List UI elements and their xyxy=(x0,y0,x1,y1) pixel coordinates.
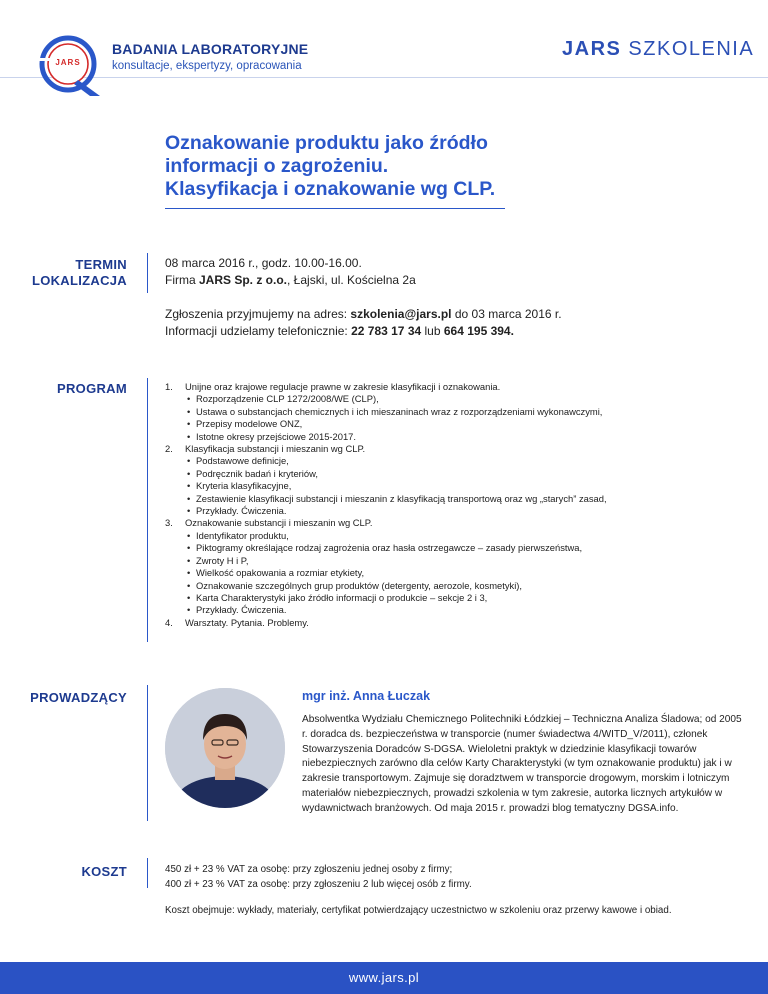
phone-prefix: Informacji udzielamy telefonicznie: xyxy=(165,324,352,338)
cost-details xyxy=(165,862,472,892)
program-subitem-text: Zwroty H i P, xyxy=(196,554,249,566)
termin-label-line2: LOKALIZACJA xyxy=(31,273,127,288)
program-subitem xyxy=(165,493,725,505)
bullet-icon: • xyxy=(187,579,191,591)
program-item xyxy=(165,617,725,629)
program-subitem xyxy=(165,592,725,604)
bullet-icon: • xyxy=(187,480,191,492)
program-subitem-text: Piktogramy określające rodzaj zagrożenia oraz hasła ostrzegawcze – zasady pierwszeństwa, xyxy=(196,542,583,554)
program-label: PROGRAM xyxy=(57,381,127,396)
registration-info xyxy=(165,306,562,340)
program-subitem-text: Identyfikator produktu, xyxy=(196,529,289,541)
brand-subtitle: konsultacje, ekspertyzy, opracowania xyxy=(112,60,302,72)
bullet-icon: • xyxy=(187,554,191,566)
program-subitem-text: Podręcznik badań i kryteriów, xyxy=(196,467,318,479)
bullet-icon: • xyxy=(187,492,191,504)
program-item-text: Klasyfikacja substancji i mieszanin wg CLP. xyxy=(185,443,366,455)
brand-title: BADANIA LABORATORYJNE xyxy=(112,41,309,57)
program-subitem xyxy=(165,542,725,554)
program-subitem-text: Wielkość opakowania a rozmiar etykiety, xyxy=(196,567,365,579)
program-subitem xyxy=(165,604,725,616)
trainer-label: PROWADZĄCY xyxy=(30,690,127,705)
phone-2: 664 195 394. xyxy=(443,324,514,338)
program-subitem-text: Zestawienie klasyfikacji substancji i mieszanin z klasyfikacją transportową oraz wg „starych” zasad, xyxy=(196,492,607,504)
firm-name: JARS Sp. z o.o. xyxy=(199,273,288,287)
reg-deadline: do 03 marca 2016 r. xyxy=(451,307,562,321)
header-divider xyxy=(0,77,768,78)
program-subitem-text: Podstawowe definicje, xyxy=(196,455,289,467)
section-bar xyxy=(147,858,148,888)
logo-text: JARS xyxy=(55,58,81,67)
program-subitem-text: Rozporządzenie CLP 1272/2008/WE (CLP), xyxy=(196,393,379,405)
program-list xyxy=(165,381,725,629)
program-subitem xyxy=(165,418,725,430)
event-location xyxy=(165,272,416,289)
program-subitem xyxy=(165,393,725,405)
phone-mid: lub xyxy=(421,324,444,338)
bullet-icon: • xyxy=(187,455,191,467)
program-subitem-text: Kryteria klasyfikacyjne, xyxy=(196,480,292,492)
trainer-bio: Absolwentka Wydziału Chemicznego Politechniki Łódzkiej – Techniczna Analiza Śladowa; od 2005 r. doradca ds. bezpieczeństwa w transporcie (numer świadectwa 4/WITD_V/2011), członek Stowarzyszenia Doradców S-DGSA. Wieloletni praktyk w dziedzinie klasyfikacji towarów niebezpiecznych zarówno dla celów Karty Charakterystyki (w tym oznakowanie produktu) jak i w zakresie transportowym. Zajmuje się doradztwem w transporcie drogowym, morskim i lotniczym materiałów niebezpiecznych, prowadzi szkolenia w tym zakresie, autorka licznych artykułów w wydawnictwach branżowych. Od maja 2015 r. prowadzi blog tematyczny DGSA.info. xyxy=(302,714,742,814)
program-subitem xyxy=(165,580,725,592)
section-bar xyxy=(147,253,148,293)
bullet-icon: • xyxy=(187,418,191,430)
bullet-icon: • xyxy=(187,542,191,554)
program-subitem xyxy=(165,431,725,443)
program-item-number: 3. xyxy=(165,517,173,529)
page-title xyxy=(165,132,525,201)
bullet-icon: • xyxy=(187,529,191,541)
section-bar xyxy=(147,378,148,642)
registration-email-link[interactable]: szkolenia@jars.pl xyxy=(350,307,452,321)
program-subitem-text: Przepisy modelowe ONZ, xyxy=(196,418,303,430)
bullet-icon: • xyxy=(187,393,191,405)
firm-prefix: Firma xyxy=(165,273,199,287)
program-item-number: 4. xyxy=(165,616,173,628)
termin-label xyxy=(32,257,127,289)
program-item xyxy=(165,381,725,393)
reg-prefix: Zgłoszenia przyjmujemy na adres: xyxy=(165,307,351,321)
firm-address: , Łajski, ul. Kościelna 2a xyxy=(287,273,416,287)
trainer-portrait xyxy=(165,688,285,808)
trainer-name: mgr inż. Anna Łuczak xyxy=(302,689,431,703)
cost-multiple: 400 zł + 23 % VAT za osobę: przy zgłoszeniu 2 lub więcej osób z firmy. xyxy=(165,879,472,890)
program-subitem xyxy=(165,555,725,567)
cost-label: KOSZT xyxy=(81,864,127,879)
program-item-text: Oznakowanie substancji i mieszanin wg CLP. xyxy=(185,517,373,529)
trainer-photo xyxy=(165,688,285,808)
program-item-text: Unijne oraz krajowe regulacje prawne w zakresie klasyfikacji i oznakowania. xyxy=(185,381,501,392)
jars-brand-bold: JARS xyxy=(562,38,622,60)
program-item xyxy=(165,443,725,455)
jars-brand-rest: SZKOLENIA xyxy=(628,38,755,60)
title-underline xyxy=(165,208,505,209)
bullet-icon: • xyxy=(187,567,191,579)
program-subitem xyxy=(165,468,725,480)
program-item-number: 1. xyxy=(165,381,173,392)
program-subitem xyxy=(165,530,725,542)
program-subitem xyxy=(165,480,725,492)
bullet-icon: • xyxy=(187,505,191,517)
bullet-icon: • xyxy=(187,591,191,603)
website-link[interactable]: www.jars.pl xyxy=(348,970,420,985)
event-date: 08 marca 2016 r., godz. 10.00-16.00. xyxy=(165,256,362,270)
title-line-3: Klasyfikacja i oznakowanie wg CLP. xyxy=(165,178,496,200)
program-subitem xyxy=(165,406,725,418)
bullet-icon: • xyxy=(187,467,191,479)
program-subitem xyxy=(165,505,725,517)
phone-line xyxy=(165,323,562,340)
title-line-2: informacji o zagrożeniu. xyxy=(165,155,389,177)
program-subitem-text: Przykłady. Ćwiczenia. xyxy=(196,505,287,517)
termin-details xyxy=(165,255,416,289)
program-subitem-text: Karta Charakterystyki jako źródło informacji o produkcie – sekcje 2 i 3, xyxy=(196,591,488,603)
registration-line xyxy=(165,306,562,323)
program-subitem-text: Przykłady. Ćwiczenia. xyxy=(196,604,287,616)
title-line-1: Oznakowanie produktu jako źródło xyxy=(165,132,488,154)
bullet-icon: • xyxy=(187,604,191,616)
cost-note: Koszt obejmuje: wykłady, materiały, certyfikat potwierdzający uczestnictwo w szkoleniu oraz przerwy kawowe i obiad. xyxy=(165,905,672,916)
program-item-number: 2. xyxy=(165,443,173,455)
cost-single: 450 zł + 23 % VAT za osobę: przy zgłoszeniu jednej osoby z firmy; xyxy=(165,864,453,875)
program-subitem-text: Ustawa o substancjach chemicznych i ich mieszaninach wraz z rozporządzeniami wykonawczymi, xyxy=(196,405,603,417)
section-bar xyxy=(147,685,148,821)
program-subitem-text: Oznakowanie szczególnych grup produktów (detergenty, aerozole, kosmetyki), xyxy=(196,579,523,591)
bullet-icon: • xyxy=(187,405,191,417)
program-subitem xyxy=(165,455,725,467)
program-item-text: Warsztaty. Pytania. Problemy. xyxy=(185,616,309,628)
program-subitem-text: Istotne okresy przejściowe 2015-2017. xyxy=(196,430,356,442)
program-item xyxy=(165,517,725,529)
bullet-icon: • xyxy=(187,430,191,442)
program-subitem xyxy=(165,567,725,579)
jars-szkolenia-brand xyxy=(562,38,754,61)
phone-1: 22 783 17 34 xyxy=(351,324,422,338)
termin-label-line1: TERMIN xyxy=(75,257,127,272)
